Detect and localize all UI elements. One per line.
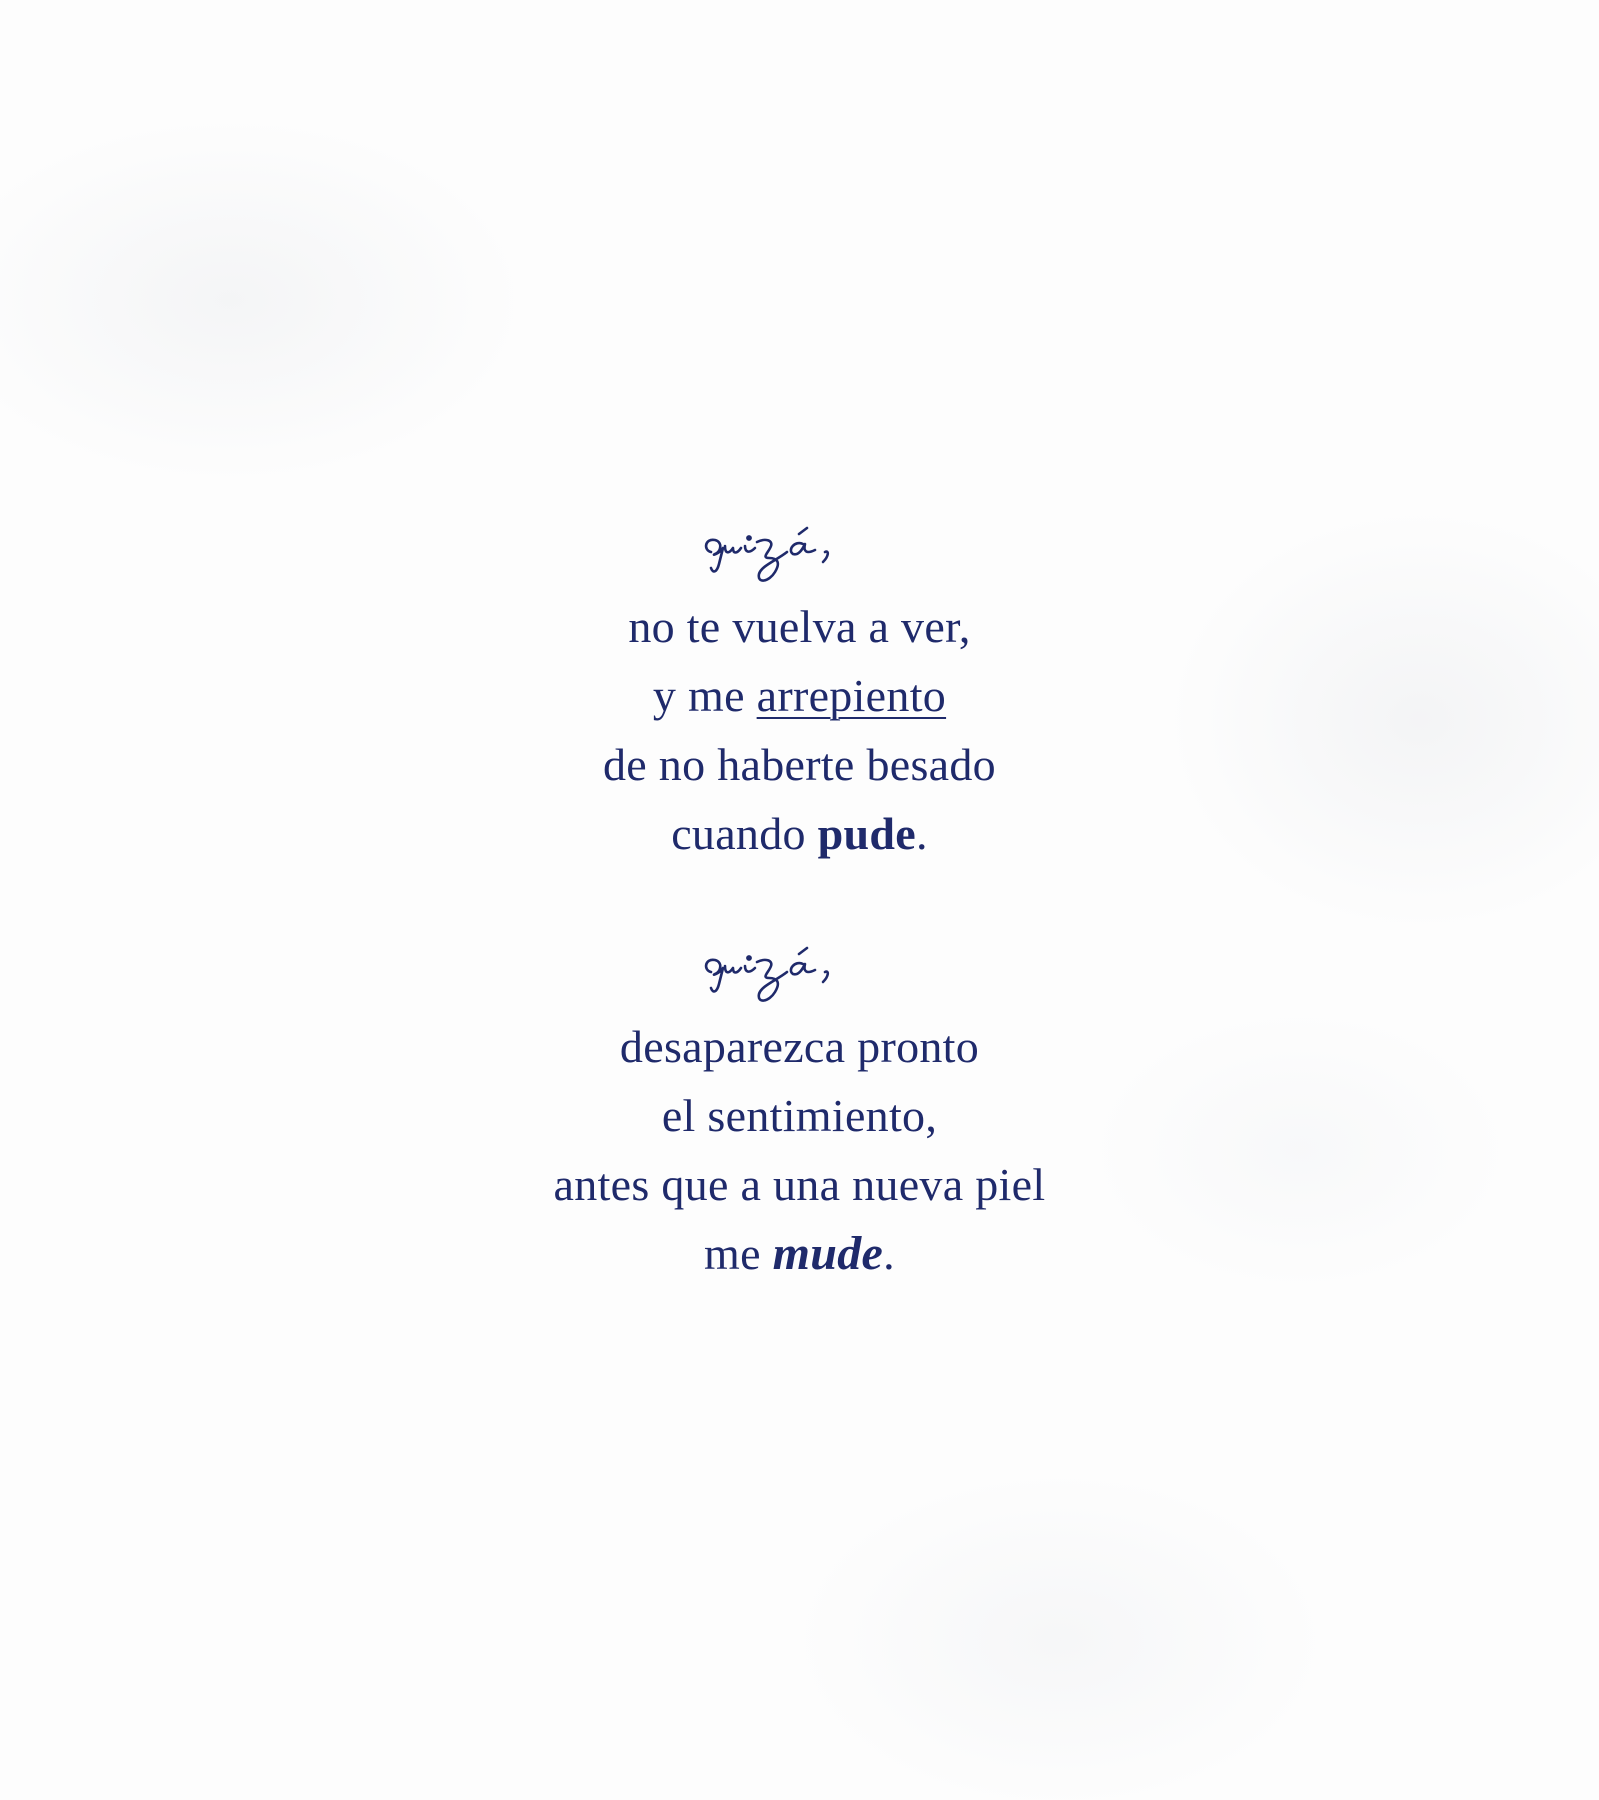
line-text: y me (652, 670, 757, 721)
stanza-2 (0, 950, 1599, 1288)
poem-line (0, 1219, 1599, 1288)
script-bold-word: mude (772, 1227, 884, 1280)
poem-line (0, 661, 1599, 730)
quiza-script-drawing-2 (699, 944, 899, 1008)
line-text: cuando (671, 808, 818, 859)
poem-line: no te vuelva a ver, (628, 601, 971, 652)
poem-line: de no haberte besado (602, 739, 996, 790)
quiza-script-drawing-1 (699, 524, 899, 588)
stanza-1 (0, 530, 1599, 868)
poem-line (0, 799, 1599, 868)
poem-line: antes que a una nueva piel (553, 1159, 1046, 1210)
line-text: . (916, 808, 928, 859)
underlined-word: arrepiento (756, 670, 947, 721)
poem-line: el sentimiento, (661, 1090, 938, 1141)
bold-word: pude (817, 808, 916, 859)
poem-line: desaparezca pronto (619, 1021, 980, 1072)
line-text: . (883, 1228, 895, 1279)
line-text: me (704, 1228, 773, 1279)
